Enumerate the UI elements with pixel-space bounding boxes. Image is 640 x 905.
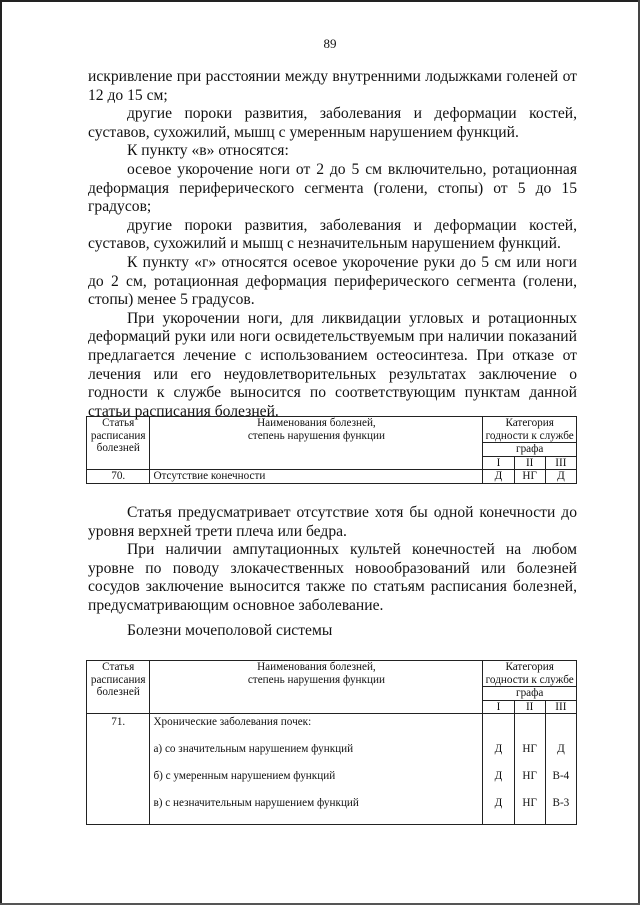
- grade-column-2-cell: [514, 714, 545, 825]
- disease-subitem-c: в) с незначительным нарушением функций: [153, 797, 359, 810]
- article-number: 71.: [87, 714, 150, 825]
- header-disease-name: Наименования болезней, степень нарушения функции: [150, 661, 483, 714]
- grade-c-column-2: НГ: [522, 797, 537, 810]
- paragraph: При укорочении ноги, для ликвидации угловых и ротационных деформаций руки или ноги освидетельствуемым при наличии показаний предлагается лечение с использованием остеосинтеза. При отказе от лечения или его неудовлетворительных результатах заключение о годности к службе выносится по соответствующим пунктам данной статьи расписания болезней.: [88, 309, 577, 420]
- paragraph: К пункту «г» относятся осевое укорочение руки до 5 см или ноги до 2 см, ротационная деформация периферического сегмента (голени, стопы) менее 5 градусов.: [88, 253, 577, 309]
- disease-heading: Хронические заболевания почек:: [153, 716, 312, 729]
- header-grafa: графа: [483, 443, 577, 457]
- grade-b-column-1: Д: [494, 770, 503, 783]
- grade-column-1-cell: [483, 714, 514, 825]
- header-category: Категория годности к службе: [483, 417, 577, 443]
- header-column-2: II: [514, 456, 545, 470]
- grade-column-3: Д: [545, 470, 576, 484]
- header-column-2: II: [514, 700, 545, 714]
- page-number: 89: [323, 36, 337, 51]
- section-title: Болезни мочеполовой системы: [127, 622, 333, 639]
- schedule-table-71: [86, 660, 577, 825]
- grade-b-column-3: В-4: [552, 770, 570, 783]
- header-column-3: III: [545, 700, 576, 714]
- body-text-top: [88, 68, 577, 421]
- body-text-middle: [88, 504, 577, 616]
- grade-b-column-2: НГ: [522, 770, 537, 783]
- paragraph: К пункту «в» относятся:: [127, 142, 289, 160]
- header-grafa: графа: [483, 687, 577, 701]
- grade-a-column-1: Д: [494, 743, 503, 756]
- table-row: [87, 714, 577, 825]
- grade-c-column-1: Д: [494, 797, 503, 810]
- header-disease-name: Наименования болезней, степень нарушения функции: [150, 417, 483, 470]
- scan-border-top: [0, 0, 640, 2]
- grade-c-column-3: В-3: [552, 797, 570, 810]
- scan-border-left: [0, 0, 2, 905]
- header-article: Статья расписания болезней: [87, 661, 150, 714]
- grade-column-3-cell: [545, 714, 576, 825]
- grade-a-column-3: Д: [557, 743, 565, 756]
- schedule-table-70: [86, 416, 577, 484]
- header-column-1: I: [483, 456, 514, 470]
- header-category: Категория годности к службе: [483, 661, 577, 687]
- disease-name-cell: [150, 714, 483, 825]
- disease-subitem-a: а) со значительным нарушением функций: [153, 743, 354, 756]
- disease-name: Отсутствие конечности: [150, 470, 483, 484]
- paragraph: другие пороки развития, заболевания и деформации костей, суставов, сухожилий и мышц с незначительным нарушением функций.: [88, 216, 577, 253]
- grade-column-2: НГ: [514, 470, 545, 484]
- paragraph: другие пороки развития, заболевания и деформации костей, суставов, сухожилий, мышц с умеренным нарушением функций.: [88, 105, 577, 141]
- paragraph: осевое укорочение ноги от 2 до 5 см включительно, ротационная деформация периферического сегмента (голени, стопы) от 5 до 15 градусов;: [88, 160, 577, 216]
- paragraph: При наличии ампутационных культей конечностей на любом уровне по поводу злокачественных новообразований или болезней сосудов заключение выносится также по статьям расписания болезней, предусматривающим основное заболевание.: [88, 541, 577, 614]
- paragraph: Статья предусматривает отсутствие хотя бы одной конечности до уровня верхней трети плеча или бедра.: [88, 504, 577, 540]
- article-number: 70.: [87, 470, 150, 484]
- header-column-3: III: [545, 456, 576, 470]
- paragraph: искривление при расстоянии между внутренними лодыжками голеней от 12 до 15 см;: [88, 68, 577, 104]
- grade-a-column-2: НГ: [522, 743, 537, 756]
- header-article: Статья расписания болезней: [87, 417, 150, 470]
- disease-subitem-b: б) с умеренным нарушением функций: [153, 770, 336, 783]
- header-column-1: I: [483, 700, 514, 714]
- table-row: [87, 470, 577, 484]
- grade-column-1: Д: [483, 470, 514, 484]
